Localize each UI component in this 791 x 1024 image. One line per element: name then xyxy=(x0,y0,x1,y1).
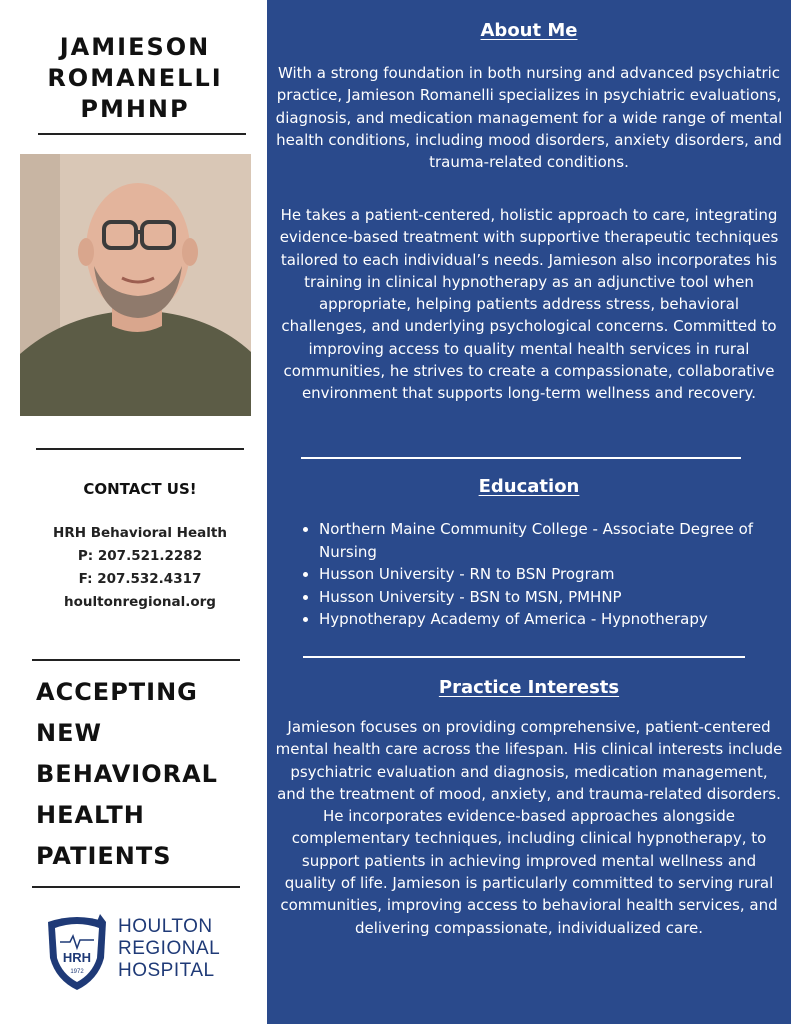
provider-photo xyxy=(20,154,251,416)
divider xyxy=(301,457,741,459)
name-line-credential: PMHNP xyxy=(80,95,190,123)
accepting-line: ACCEPTING xyxy=(36,678,198,706)
name-line-last: ROMANELLI xyxy=(47,64,223,92)
education-item: • Husson University - RN to BSN Program xyxy=(319,563,789,586)
about-title: About Me xyxy=(480,20,578,41)
divider xyxy=(36,448,244,450)
contact-fax: F: 207.532.4317 xyxy=(78,571,202,587)
contact-title: CONTACT US! xyxy=(83,480,197,498)
education-list xyxy=(299,518,789,631)
practice-title: Practice Interests xyxy=(438,677,620,698)
name-line-first: JAMIESON xyxy=(59,33,211,61)
education-item: • Northern Maine Community College - Associate Degree of Nursing xyxy=(319,518,789,563)
logo-line: HOULTON xyxy=(118,916,213,937)
logo-year: 1972 xyxy=(70,969,84,975)
contact-organization: HRH Behavioral Health xyxy=(53,525,227,541)
about-paragraph-2: He takes a patient-centered, holistic approach to care, integrating evidence-based treatment with supportive therapeutic techniques tailored to each individual’s needs. Jamieson also incorporates his training in clinical hypnotherapy as an adjunctive tool when appropriate, helping patients address stress, behavioral challenges, and underlying psychological concerns. Committed to improving access to quality mental health services in rural communities, he strives to create a compassionate, collaborative environment that supports long-term wellness and recovery. xyxy=(279,206,779,403)
education-item: • Hypnotherapy Academy of America - Hypnotherapy xyxy=(319,608,789,631)
contact-website[interactable]: houltonregional.org xyxy=(64,594,216,610)
divider xyxy=(38,133,246,135)
divider xyxy=(303,656,745,658)
logo-monogram: HRH xyxy=(62,950,92,965)
education-title: Education xyxy=(478,476,580,497)
about-paragraph-1: With a strong foundation in both nursing and advanced psychiatric practice, Jamieson Romanelli specializes in psychiatric evaluations, diagnosis, and medication management for a wide range of mental health conditions, including mood disorders, anxiety disorders, and trauma-related conditions. xyxy=(275,64,783,172)
contact-phone[interactable]: P: 207.521.2282 xyxy=(77,548,203,564)
divider xyxy=(32,659,240,661)
education-item: • Husson University - BSN to MSN, PMHNP xyxy=(319,586,789,609)
left-column xyxy=(0,0,267,1024)
logo-line: REGIONAL xyxy=(118,938,221,959)
accepting-line: PATIENTS xyxy=(36,842,172,870)
practice-paragraph: Jamieson focuses on providing comprehensive, patient-centered mental health care across the lifespan. His clinical interests include psychiatric evaluation and diagnosis, medication management, and the treatment of mood, anxiety, and trauma-related disorders. He incorporates evidence-based approaches alongside complementary techniques, including clinical hypnotherapy, to support patients in achieving improved mental wellness and quality of life. Jamieson is particularly committed to serving rural communities, improving access to behavioral health services, and delivering compassionate, individualized care. xyxy=(275,718,783,937)
right-column xyxy=(267,0,791,1024)
logo-line: HOSPITAL xyxy=(118,960,215,981)
accepting-line: NEW xyxy=(36,719,102,747)
accepting-line: HEALTH xyxy=(36,801,145,829)
provider-name xyxy=(20,32,250,125)
logo-wordmark xyxy=(118,916,220,982)
divider xyxy=(32,886,240,888)
accepting-patients-banner xyxy=(36,672,256,877)
contact-block xyxy=(20,522,260,614)
accepting-line: BEHAVIORAL xyxy=(36,760,218,788)
shield-icon xyxy=(42,912,112,992)
hospital-logo xyxy=(42,912,242,992)
portrait-image xyxy=(20,154,251,416)
